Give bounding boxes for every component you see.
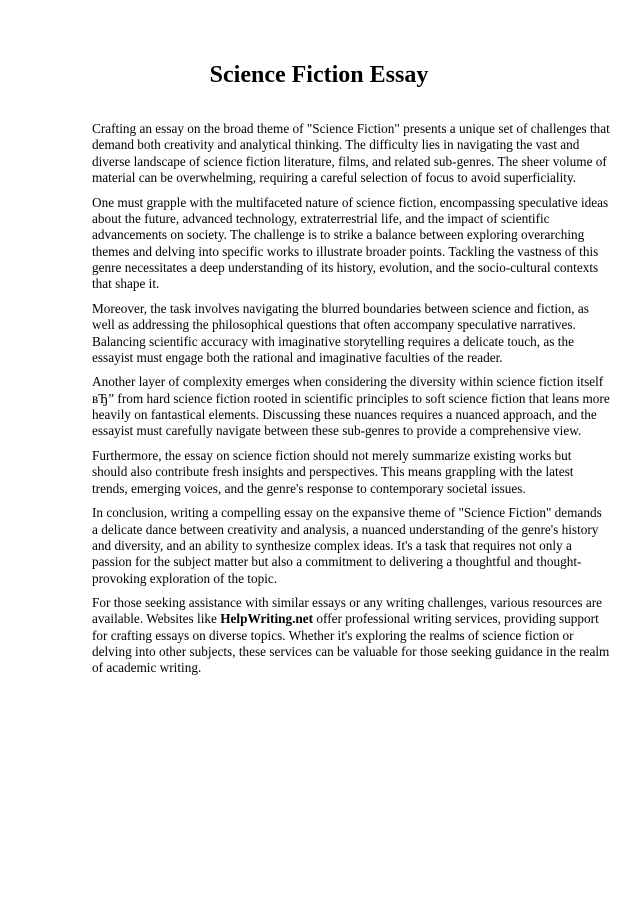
paragraph-intro: Crafting an essay on the broad theme of "Science Fiction" presents a unique set of challenges that demand both creativity and analytical thinking. The difficulty lies in navigating the vast and diverse landscape of science fiction literature, films, and related sub-genres. The sheer volume of material can be overwhelming, requiring a careful selection of focus to avoid superficiality.: [92, 121, 610, 186]
paragraph-diversity: Another layer of complexity emerges when considering the diversity within science fiction itself вЂ” from hard science fiction rooted in scientific principles to soft science fiction that leans more heavily on fantastical elements. Discussing these nuances requires a nuanced approach, and the essayist must carefully navigate between these sub-genres to provide a comprehensive view.: [92, 374, 610, 439]
paragraph-resources: [92, 595, 610, 677]
document-title: Science Fiction Essay: [209, 62, 429, 88]
paragraph-nature: One must grapple with the multifaceted nature of science fiction, encompassing speculative ideas about the future, advanced technology, extraterrestrial life, and the impact of scientific advancements on society. The challenge is to strike a balance between exploring overarching themes and delving into specific works to illustrate broader points. Tackling the vastness of this genre necessitates a deep understanding of its history, evolution, and the socio-cultural contexts that shape it.: [92, 194, 609, 292]
paragraph-insights: Furthermore, the essay on science fiction should not merely summarize existing works but should also contribute fresh insights and perspectives. This means grappling with the latest trends, emerging voices, and the genre's response to contemporary societal issues.: [92, 447, 574, 496]
document-body: [92, 121, 610, 685]
resources-text-before: For those seeking assistance with similar essays or any writing challenges, various resources are available. Websites like: [92, 595, 602, 627]
helpwriting-link[interactable]: HelpWriting.net: [220, 611, 314, 627]
paragraph-boundaries: Moreover, the task involves navigating the blurred boundaries between science and fiction, as well as addressing the philosophical questions that often accompany speculative narratives. Balancing scientific accuracy with imaginative storytelling requires a delicate touch, as the essayist must engage both the rational and imaginative faculties of the reader.: [92, 300, 589, 365]
paragraph-conclusion: In conclusion, writing a compelling essay on the expansive theme of "Science Fiction" demands a delicate dance between creativity and analysis, a nuanced understanding of the genre's history and diversity, and an ability to synthesize complex ideas. It's a task that requires not only a passion for the subject matter but also a commitment to delivering a thoughtful and thought-provoking exploration of the topic.: [92, 505, 602, 586]
resources-text-after: offer professional writing services, providing support for crafting essays on diverse topics. Whether it's exploring the realms of science fiction or delving into other subjects, these services can be valuable for those seeking guidance in the realm of academic writing.: [92, 611, 610, 676]
